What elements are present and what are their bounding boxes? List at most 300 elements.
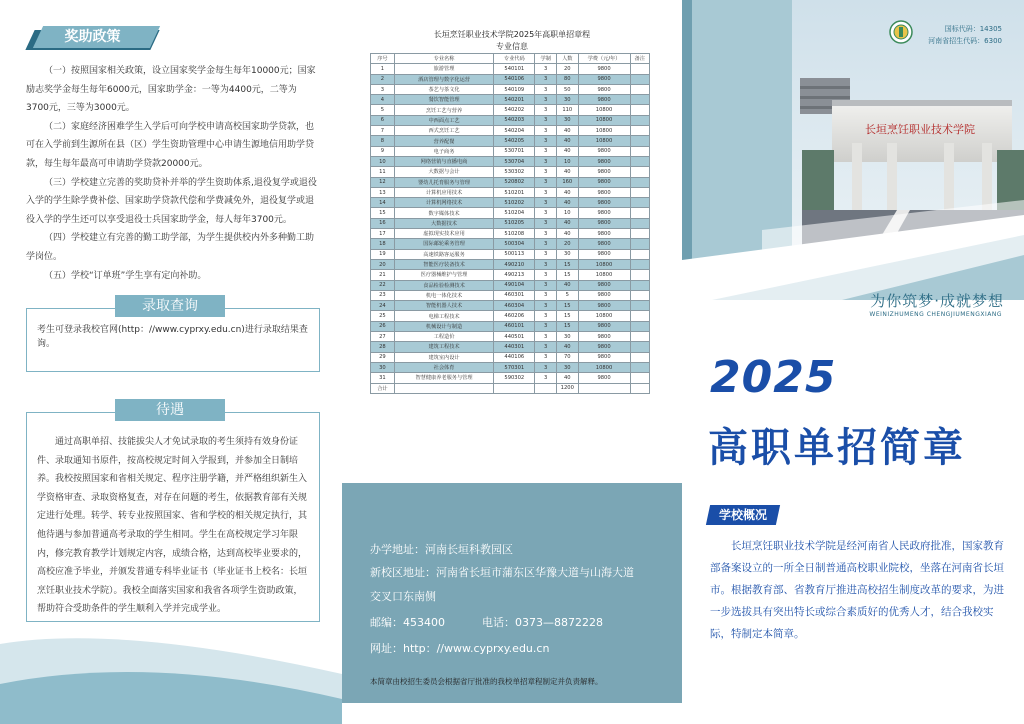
table-cell: 24	[371, 301, 395, 311]
table-cell: 110	[556, 105, 578, 115]
table-cell: 9800	[578, 198, 630, 208]
table-row	[371, 362, 650, 372]
table-row	[371, 177, 650, 187]
table-cell: 540201	[494, 95, 535, 105]
table-cell: 3	[535, 280, 557, 290]
table-cell: 40	[556, 373, 578, 383]
table-cell	[630, 229, 650, 239]
table-cell: 3	[535, 146, 557, 156]
table-cell: 虚拟现实技术应用	[394, 229, 493, 239]
table-cell: 590302	[494, 373, 535, 383]
table-cell: 9800	[578, 156, 630, 166]
table-cell: 27	[371, 332, 395, 342]
table-cell: 3	[535, 105, 557, 115]
table-cell	[630, 167, 650, 177]
table-row	[371, 136, 650, 146]
table-cell: 5	[371, 105, 395, 115]
table-cell: 智能机器人技术	[394, 301, 493, 311]
table-cell: 9800	[578, 301, 630, 311]
table-header-row	[371, 54, 650, 64]
table-cell: 530302	[494, 167, 535, 177]
table-row	[371, 156, 650, 166]
table-body	[371, 64, 650, 394]
table-cell	[630, 373, 650, 383]
table-cell: 530701	[494, 146, 535, 156]
table-cell: 智慧健康养老服务与管理	[394, 373, 493, 383]
table-cell: 3	[535, 239, 557, 249]
table-cell: 7	[371, 126, 395, 136]
table-cell: 10	[556, 208, 578, 218]
school-logo	[889, 20, 913, 44]
table-cell: 5	[556, 290, 578, 300]
table-cell: 计算机网络技术	[394, 198, 493, 208]
table-cell	[494, 383, 535, 393]
table-cell: 460304	[494, 301, 535, 311]
table-cell: 440106	[494, 352, 535, 362]
table-cell: 1200	[556, 383, 578, 393]
table-header-cell: 专业代码	[494, 54, 535, 64]
table-cell: 3	[535, 177, 557, 187]
year-heading: 2025	[710, 352, 837, 403]
scholarship-paragraph: （三）学校建立完善的奖助贷补并举的学生资助体系,退役复学或退役入学的学生除学费补偿、国家助学贷款代偿和学费减免外，退役复学或退役入学的学生还可以享受退役士兵国家助学金，每人每年3700元。	[26, 177, 317, 225]
table-cell	[630, 218, 650, 228]
table-cell: 3	[535, 208, 557, 218]
table-cell	[630, 383, 650, 393]
table-row	[371, 95, 650, 105]
table-cell: 9800	[578, 239, 630, 249]
table-cell: 10800	[578, 115, 630, 125]
table-row	[371, 218, 650, 228]
table-cell	[630, 332, 650, 342]
table-cell: 40	[556, 136, 578, 146]
table-cell: 3	[535, 290, 557, 300]
table-cell: 510202	[494, 198, 535, 208]
table-cell	[630, 84, 650, 94]
table-cell: 40	[556, 280, 578, 290]
campus-address: 办学地址：河南长垣科教园区	[370, 543, 513, 556]
table-row	[371, 115, 650, 125]
scholarship-title: 奖助政策	[64, 29, 121, 45]
table-cell: 3	[535, 270, 557, 280]
table-cell: 510208	[494, 229, 535, 239]
treatment-text	[37, 433, 309, 619]
table-row	[371, 332, 650, 342]
table-cell: 10800	[578, 259, 630, 269]
table-cell: 40	[556, 126, 578, 136]
table-cell: 合计	[371, 383, 395, 393]
slogan: 为你筑梦·成就梦想	[870, 292, 1004, 310]
table-cell: 3	[535, 126, 557, 136]
table-cell: 3	[535, 373, 557, 383]
table-cell: 3	[535, 362, 557, 372]
table-cell	[630, 198, 650, 208]
table-cell: 440301	[494, 342, 535, 352]
table-cell: 旅游管理	[394, 64, 493, 74]
table-cell: 1	[371, 64, 395, 74]
table-cell: 3	[371, 84, 395, 94]
table-cell: 网络营销与直播电商	[394, 156, 493, 166]
table-cell: 10	[371, 156, 395, 166]
table-row	[371, 290, 650, 300]
table-row	[371, 249, 650, 259]
new-campus-address: 新校区地址：河南省长垣市蒲东区华豫大道与山海大道	[370, 566, 634, 579]
overview-text: 长垣烹饪职业技术学院是经河南省人民政府批准，国家教育部备案设立的一所全日制普通高校职业院校，坐落在河南省长垣市。根据教育部、省教育厅推进高校招生制度改革的要求，为进一步选拔具有突出特长或综合素质好的优秀人才，结合我校实际，特制定本简章。	[710, 540, 1004, 640]
table-cell: 540109	[494, 84, 535, 94]
table-cell: 30	[556, 362, 578, 372]
disclaimer-note: 本简章由校招生委员会根据省厅批准的我校单招章程制定并负责解释。	[370, 677, 603, 686]
table-row	[371, 229, 650, 239]
table-cell	[630, 187, 650, 197]
table-cell: 40	[556, 187, 578, 197]
table-cell: 20	[371, 259, 395, 269]
table-row	[371, 105, 650, 115]
table-cell: 2	[371, 74, 395, 84]
table-cell: 10800	[578, 126, 630, 136]
table-cell	[630, 146, 650, 156]
total-row	[371, 383, 650, 393]
left-bottom-wave	[0, 614, 342, 724]
table-cell	[630, 259, 650, 269]
table-cell: 30	[371, 362, 395, 372]
table-cell: 18	[371, 239, 395, 249]
table-cell: 9800	[578, 74, 630, 84]
scholarship-text	[26, 62, 318, 285]
table-cell: 3	[535, 229, 557, 239]
table-cell: 540203	[494, 115, 535, 125]
table-cell: 16	[371, 218, 395, 228]
table-cell: 490213	[494, 270, 535, 280]
admission-query-box	[26, 308, 320, 372]
slogan-pinyin: WEINIZHUMENG CHENGJIUMENGXIANG	[869, 311, 1002, 318]
table-cell: 3	[535, 218, 557, 228]
table-cell: 3	[535, 84, 557, 94]
table-cell: 9800	[578, 321, 630, 331]
treatment-box	[26, 412, 320, 622]
table-cell: 9800	[578, 229, 630, 239]
table-cell: 15	[556, 259, 578, 269]
treatment-paragraph: 通过高职单招、技能拔尖人才免试录取的考生须持有效身份证件、录取通知书原件，按高校规定时间入学报到，并参加全日制培养。我校按照国家和省相关规定、程序注册学籍，并严格组织新生入学资格审查、录取资格复查，对存在问题的考生，依据教育部有关规定进行处理。转学、转专业按照国家、省和学校的相关规定执行，其他待遇与参加普通高考录取的学生相同。学生在高校规定学习年限内，修完教育教学计划规定内容，成绩合格，达到高校毕业要求的，高校应准予毕业，并颁发普通专科毕业证书（毕业证书上校名：长垣烹饪职业技术学院）。我校全面落实国家和我省各项学生资助政策，帮助符合受助条件的学生顺利入学并完成学业。	[37, 437, 308, 615]
table-cell: 510205	[494, 218, 535, 228]
table-cell	[394, 383, 493, 393]
table-cell: 3	[535, 259, 557, 269]
table-row	[371, 84, 650, 94]
table-cell: 15	[556, 311, 578, 321]
table-cell	[630, 311, 650, 321]
table-cell: 13	[371, 187, 395, 197]
table-cell: 540101	[494, 64, 535, 74]
table-cell: 490210	[494, 259, 535, 269]
table-cell: 国际邮轮乘务管理	[394, 239, 493, 249]
table-cell: 30	[556, 95, 578, 105]
table-cell: 3	[535, 95, 557, 105]
left-panel	[0, 0, 342, 724]
province-code: 河南省招生代码：6300	[928, 37, 1002, 45]
table-cell: 9800	[578, 146, 630, 156]
table-cell: 570301	[494, 362, 535, 372]
table-cell: 工程造价	[394, 332, 493, 342]
table-cell: 社会体育	[394, 362, 493, 372]
table-cell	[630, 290, 650, 300]
table-cell: 9800	[578, 95, 630, 105]
table-cell: 9800	[578, 167, 630, 177]
table-cell: 3	[535, 332, 557, 342]
table-row	[371, 167, 650, 177]
table-row	[371, 373, 650, 383]
table-cell: 9	[371, 146, 395, 156]
table-cell: 8	[371, 136, 395, 146]
table-cell	[630, 321, 650, 331]
overview-tag	[706, 505, 780, 525]
table-cell: 490104	[494, 280, 535, 290]
right-panel	[682, 0, 1024, 724]
table-cell: 15	[556, 321, 578, 331]
table-cell: 6	[371, 115, 395, 125]
table-row	[371, 352, 650, 362]
table-cell: 40	[556, 229, 578, 239]
table-cell: 17	[371, 229, 395, 239]
table-cell: 茶艺与茶文化	[394, 84, 493, 94]
table-cell: 烹饪工艺与营养	[394, 105, 493, 115]
table-cell: 9800	[578, 187, 630, 197]
table-cell: 3	[535, 249, 557, 259]
table-row	[371, 239, 650, 249]
table-cell: 建筑室内设计	[394, 352, 493, 362]
table-cell: 540202	[494, 105, 535, 115]
table-cell: 智能医疗装备技术	[394, 259, 493, 269]
table-cell	[630, 126, 650, 136]
table-row	[371, 280, 650, 290]
table-cell: 80	[556, 74, 578, 84]
table-cell: 3	[535, 311, 557, 321]
table-cell: 15	[371, 208, 395, 218]
table-cell	[630, 105, 650, 115]
table-cell: 11	[371, 167, 395, 177]
table-cell: 520802	[494, 177, 535, 187]
table-cell: 31	[371, 373, 395, 383]
table-cell: 9800	[578, 352, 630, 362]
table-cell: 10	[556, 156, 578, 166]
table-cell: 21	[371, 270, 395, 280]
table-cell: 20	[556, 64, 578, 74]
table-cell: 高速铁路客运服务	[394, 249, 493, 259]
table-row	[371, 64, 650, 74]
phone: 电话：0373—8872228	[482, 616, 603, 629]
table-header-cell: 学费（元/年）	[578, 54, 630, 64]
table-cell: 9800	[578, 290, 630, 300]
table-cell: 160	[556, 177, 578, 187]
new-campus-address-cont: 交叉口东南侧	[370, 590, 436, 603]
table-cell	[630, 156, 650, 166]
gate-sign: 长垣烹饪职业技术学院	[865, 123, 975, 136]
scholarship-paragraph: （二）家庭经济困难学生入学后可向学校申请高校国家助学贷款，也可在入学前到生源所在县（区）学生资助管理中心申请生源地信用助学贷款，每生每年最高可申请助学贷款20000元。	[26, 121, 315, 169]
table-cell: 9800	[578, 64, 630, 74]
table-cell	[630, 280, 650, 290]
table-cell: 9800	[578, 218, 630, 228]
table-cell: 食品检验检测技术	[394, 280, 493, 290]
table-cell: 14	[371, 198, 395, 208]
table-cell: 540205	[494, 136, 535, 146]
table-cell	[535, 383, 557, 393]
table-cell: 9800	[578, 373, 630, 383]
table-cell: 40	[556, 218, 578, 228]
table-cell: 3	[535, 301, 557, 311]
table-header-cell: 序号	[371, 54, 395, 64]
table-cell: 440501	[494, 332, 535, 342]
table-cell: 40	[556, 198, 578, 208]
table-cell: 3	[535, 156, 557, 166]
table-cell: 餐饮智能管理	[394, 95, 493, 105]
table-cell	[630, 177, 650, 187]
table-cell: 530704	[494, 156, 535, 166]
table-cell: 电子商务	[394, 146, 493, 156]
table-row	[371, 259, 650, 269]
treatment-title: 待遇	[115, 399, 225, 421]
table-cell	[630, 64, 650, 74]
table-cell: 3	[535, 74, 557, 84]
table-cell: 500304	[494, 239, 535, 249]
table-cell: 4	[371, 95, 395, 105]
table-cell: 大数据技术	[394, 218, 493, 228]
major-table	[370, 53, 650, 394]
table-cell	[578, 383, 630, 393]
table-cell: 12	[371, 177, 395, 187]
table-cell: 25	[371, 311, 395, 321]
table-cell: 中西面点工艺	[394, 115, 493, 125]
table-cell: 电梯工程技术	[394, 311, 493, 321]
table-cell: 3	[535, 115, 557, 125]
table-cell: 10800	[578, 270, 630, 280]
scholarship-paragraph: （四）学校建立有完善的勤工助学部，为学生提供校内外多种勤工助学岗位。	[26, 233, 315, 262]
table-cell: 30	[556, 332, 578, 342]
table-cell: 9800	[578, 208, 630, 218]
table-cell: 40	[556, 167, 578, 177]
table-cell: 10800	[578, 105, 630, 115]
table-cell: 大数据与会计	[394, 167, 493, 177]
admission-query-text: 考生可登录我校官网(http：//www.cyprxy.edu.cn)进行录取结果查询。	[37, 325, 308, 349]
table-cell: 29	[371, 352, 395, 362]
table-cell	[630, 136, 650, 146]
scholarship-banner	[30, 26, 155, 50]
table-cell: 30	[556, 249, 578, 259]
table-cell: 19	[371, 249, 395, 259]
table-cell: 540204	[494, 126, 535, 136]
table-cell	[630, 342, 650, 352]
table-row	[371, 270, 650, 280]
table-cell: 9800	[578, 249, 630, 259]
table-cell: 50	[556, 84, 578, 94]
table-cell: 营养配餐	[394, 136, 493, 146]
table-cell: 22	[371, 280, 395, 290]
table-cell: 510201	[494, 187, 535, 197]
table-header-cell: 专业名称	[394, 54, 493, 64]
charter-title: 长垣烹饪职业技术学院2025年高职单招章程	[433, 30, 591, 39]
middle-panel	[342, 0, 682, 724]
table-cell: 建筑工程技术	[394, 342, 493, 352]
major-info-title: 专业信息	[496, 42, 528, 51]
table-cell: 30	[556, 115, 578, 125]
table-cell: 3	[535, 136, 557, 146]
table-row	[371, 187, 650, 197]
table-cell: 3	[535, 342, 557, 352]
table-cell: 9800	[578, 177, 630, 187]
table-cell: 西式烹饪工艺	[394, 126, 493, 136]
table-row	[371, 311, 650, 321]
table-cell	[630, 249, 650, 259]
table-cell: 9800	[578, 332, 630, 342]
table-cell: 3	[535, 198, 557, 208]
national-code: 国标代码：14305	[944, 25, 1002, 33]
table-cell: 500113	[494, 249, 535, 259]
table-cell	[630, 74, 650, 84]
table-cell: 酒店管理与数字化运营	[394, 74, 493, 84]
table-header-cell: 学制	[535, 54, 557, 64]
table-row	[371, 126, 650, 136]
scholarship-paragraph: （一）按照国家相关政策，设立国家奖学金每生每年10000元；国家励志奖学金每生每年6000元，国家助学金：一等为4400元，二等为3700元，三等为3000元。	[26, 66, 316, 114]
brochure-title: 高职单招简章	[708, 425, 966, 471]
table-cell: 15	[556, 301, 578, 311]
table-cell: 28	[371, 342, 395, 352]
admission-query-title: 录取查询	[115, 295, 225, 317]
table-cell: 40	[556, 146, 578, 156]
table-cell: 10800	[578, 311, 630, 321]
table-cell: 计算机应用技术	[394, 187, 493, 197]
table-cell	[630, 239, 650, 249]
table-cell: 3	[535, 167, 557, 177]
table-row	[371, 342, 650, 352]
table-cell: 540106	[494, 74, 535, 84]
table-cell: 9800	[578, 84, 630, 94]
table-cell: 510204	[494, 208, 535, 218]
table-row	[371, 208, 650, 218]
table-cell: 460301	[494, 290, 535, 300]
table-cell: 9800	[578, 342, 630, 352]
website[interactable]: 网址：http：//www.cyprxy.edu.cn	[370, 642, 550, 655]
table-cell: 3	[535, 352, 557, 362]
table-cell: 3	[535, 64, 557, 74]
table-cell: 婴幼儿托育服务与管理	[394, 177, 493, 187]
table-cell: 10800	[578, 136, 630, 146]
table-cell: 40	[556, 342, 578, 352]
table-row	[371, 301, 650, 311]
table-row	[371, 321, 650, 331]
table-cell: 26	[371, 321, 395, 331]
table-cell	[630, 208, 650, 218]
table-header-cell: 备注	[630, 54, 650, 64]
table-cell: 机械设计与制造	[394, 321, 493, 331]
table-cell: 15	[556, 270, 578, 280]
table-row	[371, 198, 650, 208]
table-cell: 数字媒体技术	[394, 208, 493, 218]
table-header-cell: 人数	[556, 54, 578, 64]
table-cell: 70	[556, 352, 578, 362]
table-row	[371, 146, 650, 156]
table-cell: 460206	[494, 311, 535, 321]
scholarship-paragraph: （五）学校“订单班”学生享有定向补助。	[44, 270, 207, 281]
table-cell: 23	[371, 290, 395, 300]
table-cell: 460101	[494, 321, 535, 331]
table-row	[371, 74, 650, 84]
table-cell: 3	[535, 187, 557, 197]
table-cell	[630, 352, 650, 362]
table-cell: 机电一体化技术	[394, 290, 493, 300]
table-cell: 3	[535, 321, 557, 331]
table-cell: 9800	[578, 280, 630, 290]
table-cell	[630, 362, 650, 372]
table-cell	[630, 270, 650, 280]
table-cell: 10800	[578, 362, 630, 372]
table-cell	[630, 115, 650, 125]
table-cell: 20	[556, 239, 578, 249]
